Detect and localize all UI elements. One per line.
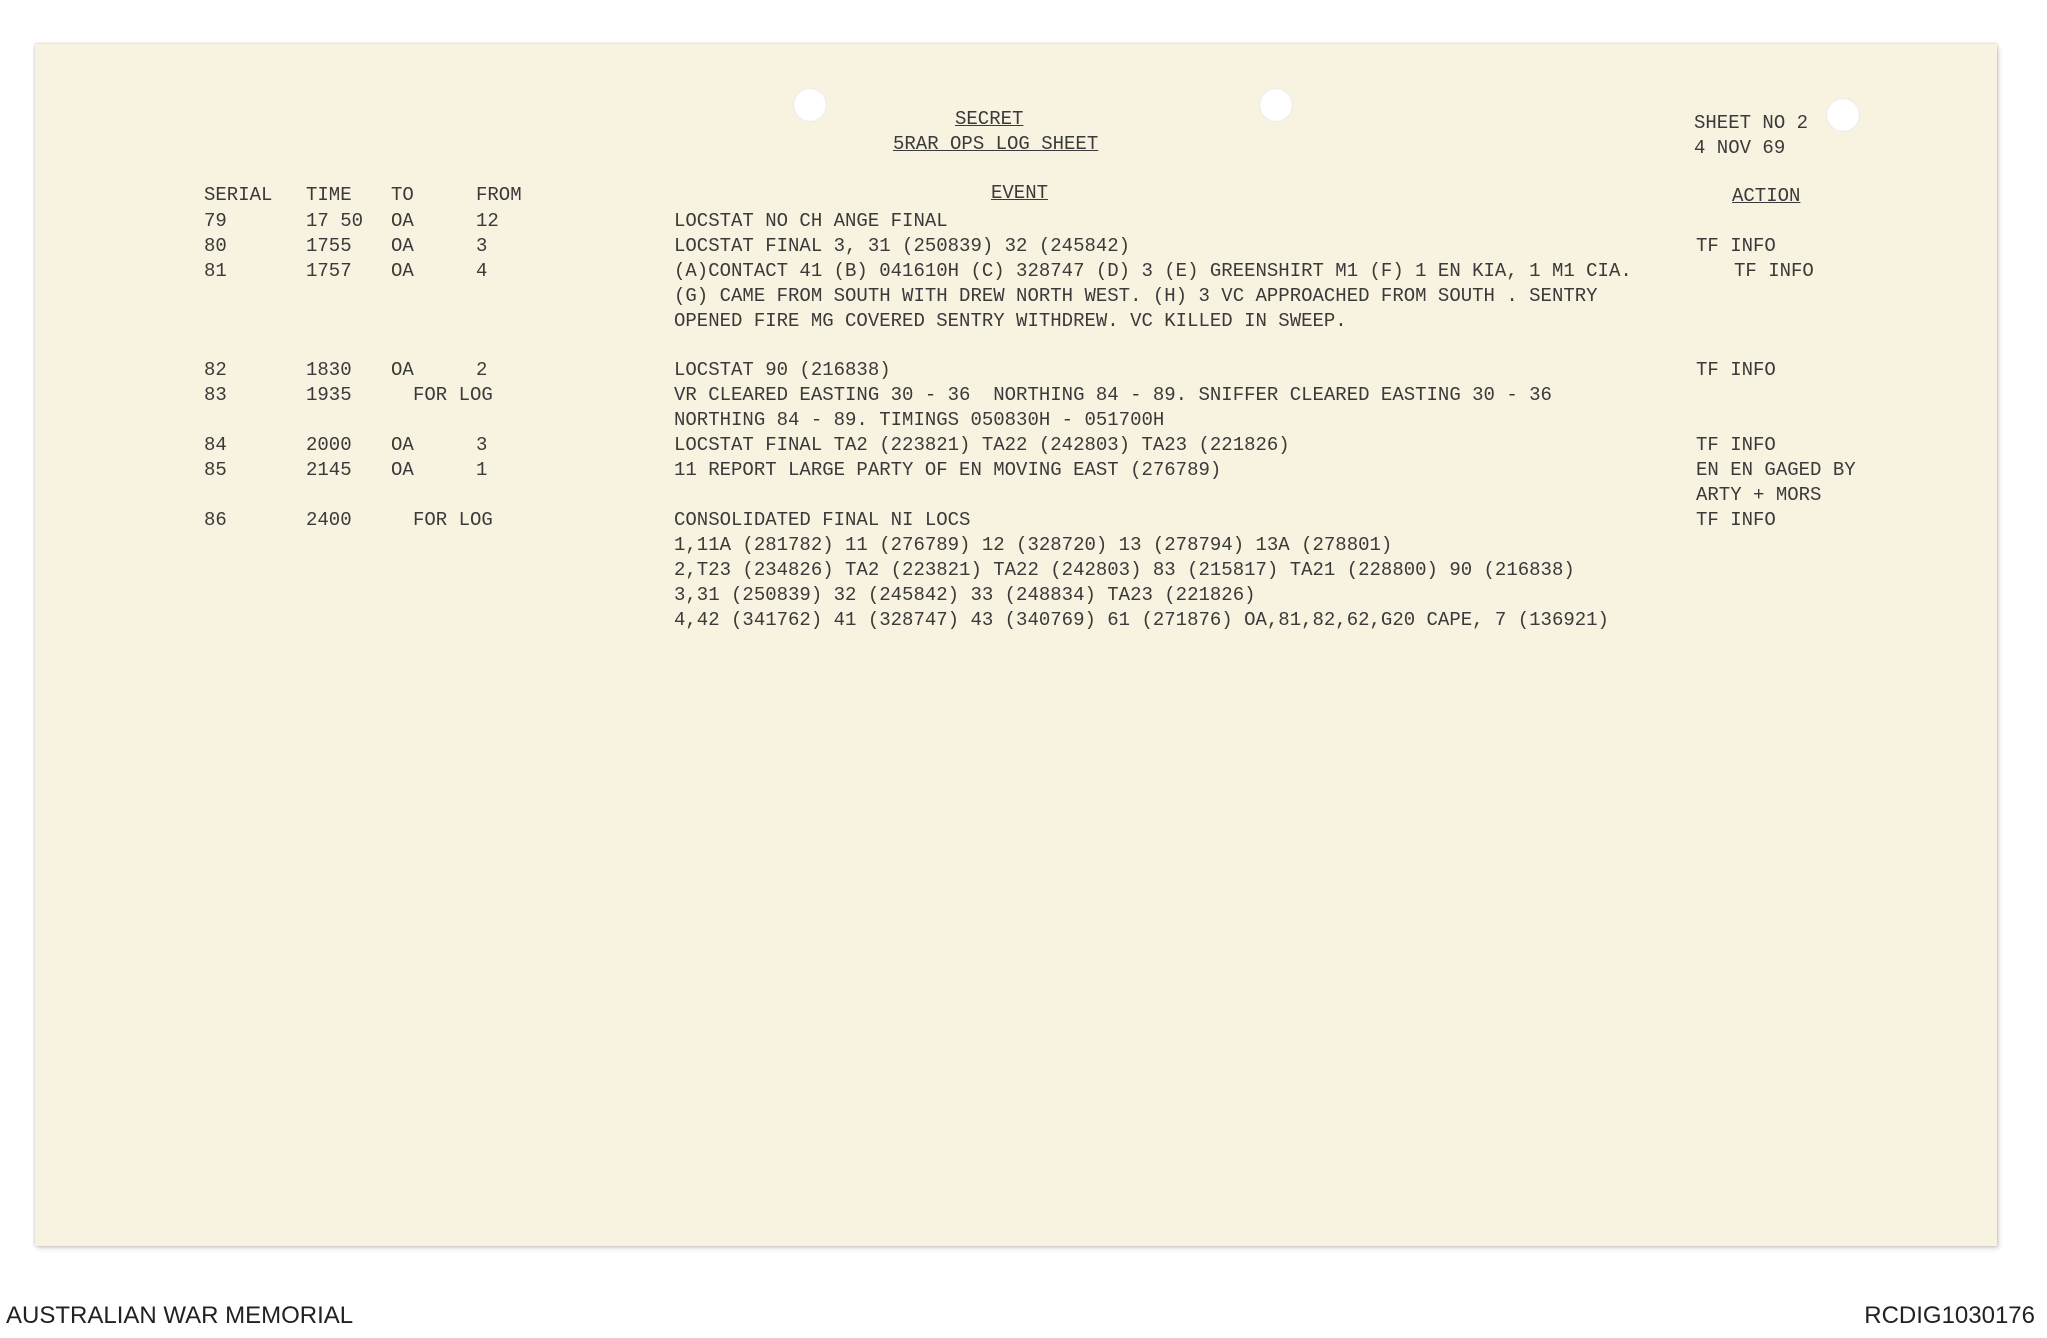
entry-event-line: LOCSTAT FINAL TA2 (223821) TA22 (242803) TA23 (221826) <box>674 434 1290 456</box>
entry-to: FOR LOG <box>413 384 493 406</box>
entry-event-line: NORTHING 84 - 89. TIMINGS 050830H - 051700H <box>674 409 1165 431</box>
entry-serial: 83 <box>204 384 227 406</box>
entry-event-line: LOCSTAT NO CH ANGE FINAL <box>674 210 948 232</box>
entry-time: 1830 <box>306 359 352 381</box>
entry-event-line: LOCSTAT FINAL 3, 31 (250839) 32 (245842) <box>674 235 1131 257</box>
entry-from: 4 <box>476 260 488 282</box>
entry-event-line: 11 REPORT LARGE PARTY OF EN MOVING EAST (276789) <box>674 459 1222 481</box>
entry-serial: 86 <box>204 509 227 531</box>
entry-to: OA <box>391 359 414 381</box>
entry-event-line: 1,11A (281782) 11 (276789) 12 (328720) 13 (278794) 13A (278801) <box>674 534 1393 556</box>
column-header-action: ACTION <box>1732 185 1801 207</box>
entry-to: OA <box>391 260 414 282</box>
entry-serial: 80 <box>204 235 227 257</box>
entry-action-line: TF INFO <box>1696 509 1776 531</box>
entry-action-line: TF INFO <box>1696 235 1776 257</box>
entry-event-line: LOCSTAT 90 (216838) <box>674 359 891 381</box>
entry-to: FOR LOG <box>413 509 493 531</box>
entry-from: 2 <box>476 359 488 381</box>
entry-event-line: VR CLEARED EASTING 30 - 36 NORTHING 84 - 89. SNIFFER CLEARED EASTING 30 - 36 <box>674 384 1552 406</box>
sheet-date: 4 NOV 69 <box>1694 137 1786 159</box>
entry-event-line: (G) CAME FROM SOUTH WITH DREW NORTH WEST. (H) 3 VC APPROACHED FROM SOUTH . SENTRY <box>674 285 1598 307</box>
entry-to: OA <box>391 434 414 456</box>
punch-hole <box>1826 98 1860 132</box>
entry-time: 2400 <box>306 509 352 531</box>
entry-from: 12 <box>476 210 499 232</box>
entry-event-line: (A)CONTACT 41 (B) 041610H (C) 328747 (D) 3 (E) GREENSHIRT M1 (F) 1 EN KIA, 1 M1 CIA. <box>674 260 1632 282</box>
column-header-serial: SERIAL <box>204 184 273 206</box>
entry-time: 2145 <box>306 459 352 481</box>
entry-time: 1935 <box>306 384 352 406</box>
entry-to: OA <box>391 459 414 481</box>
entry-action-line: TF INFO <box>1734 260 1814 282</box>
classification-marking: SECRET <box>955 108 1024 130</box>
entry-to: OA <box>391 210 414 232</box>
entry-event-line: CONSOLIDATED FINAL NI LOCS <box>674 509 971 531</box>
entry-action-line: EN EN GAGED BY <box>1696 459 1856 481</box>
entry-serial: 84 <box>204 434 227 456</box>
entry-time: 2000 <box>306 434 352 456</box>
entry-time: 1757 <box>306 260 352 282</box>
entry-to: OA <box>391 235 414 257</box>
entry-action-line: TF INFO <box>1696 359 1776 381</box>
entry-time: 17 50 <box>306 210 364 232</box>
entry-event-line: 4,42 (341762) 41 (328747) 43 (340769) 61 (271876) OA,81,82,62,G20 CAPE, 7 (136921) <box>674 609 1609 631</box>
entry-time: 1755 <box>306 235 352 257</box>
sheet-title: 5RAR OPS LOG SHEET <box>893 133 1099 155</box>
column-header-from: FROM <box>476 184 522 206</box>
column-header-time: TIME <box>306 184 352 206</box>
punch-hole <box>793 88 827 122</box>
archive-credit: AUSTRALIAN WAR MEMORIAL <box>6 1302 354 1329</box>
entry-serial: 85 <box>204 459 227 481</box>
entry-action-line: ARTY + MORS <box>1696 484 1822 506</box>
entry-serial: 81 <box>204 260 227 282</box>
entry-event-line: 3,31 (250839) 32 (245842) 33 (248834) TA23 (221826) <box>674 584 1256 606</box>
column-header-event: EVENT <box>991 182 1049 204</box>
entry-from: 3 <box>476 235 488 257</box>
entry-from: 1 <box>476 459 488 481</box>
entry-from: 3 <box>476 434 488 456</box>
entry-serial: 82 <box>204 359 227 381</box>
entry-action-line: TF INFO <box>1696 434 1776 456</box>
archive-reference: RCDIG1030176 <box>1864 1302 2035 1329</box>
entry-event-line: 2,T23 (234826) TA2 (223821) TA22 (242803) 83 (215817) TA21 (228800) 90 (216838) <box>674 559 1575 581</box>
punch-hole <box>1259 88 1293 122</box>
entry-event-line: OPENED FIRE MG COVERED SENTRY WITHDREW. VC KILLED IN SWEEP. <box>674 310 1347 332</box>
column-header-to: TO <box>391 184 414 206</box>
sheet-number: SHEET NO 2 <box>1694 112 1809 134</box>
entry-serial: 79 <box>204 210 227 232</box>
